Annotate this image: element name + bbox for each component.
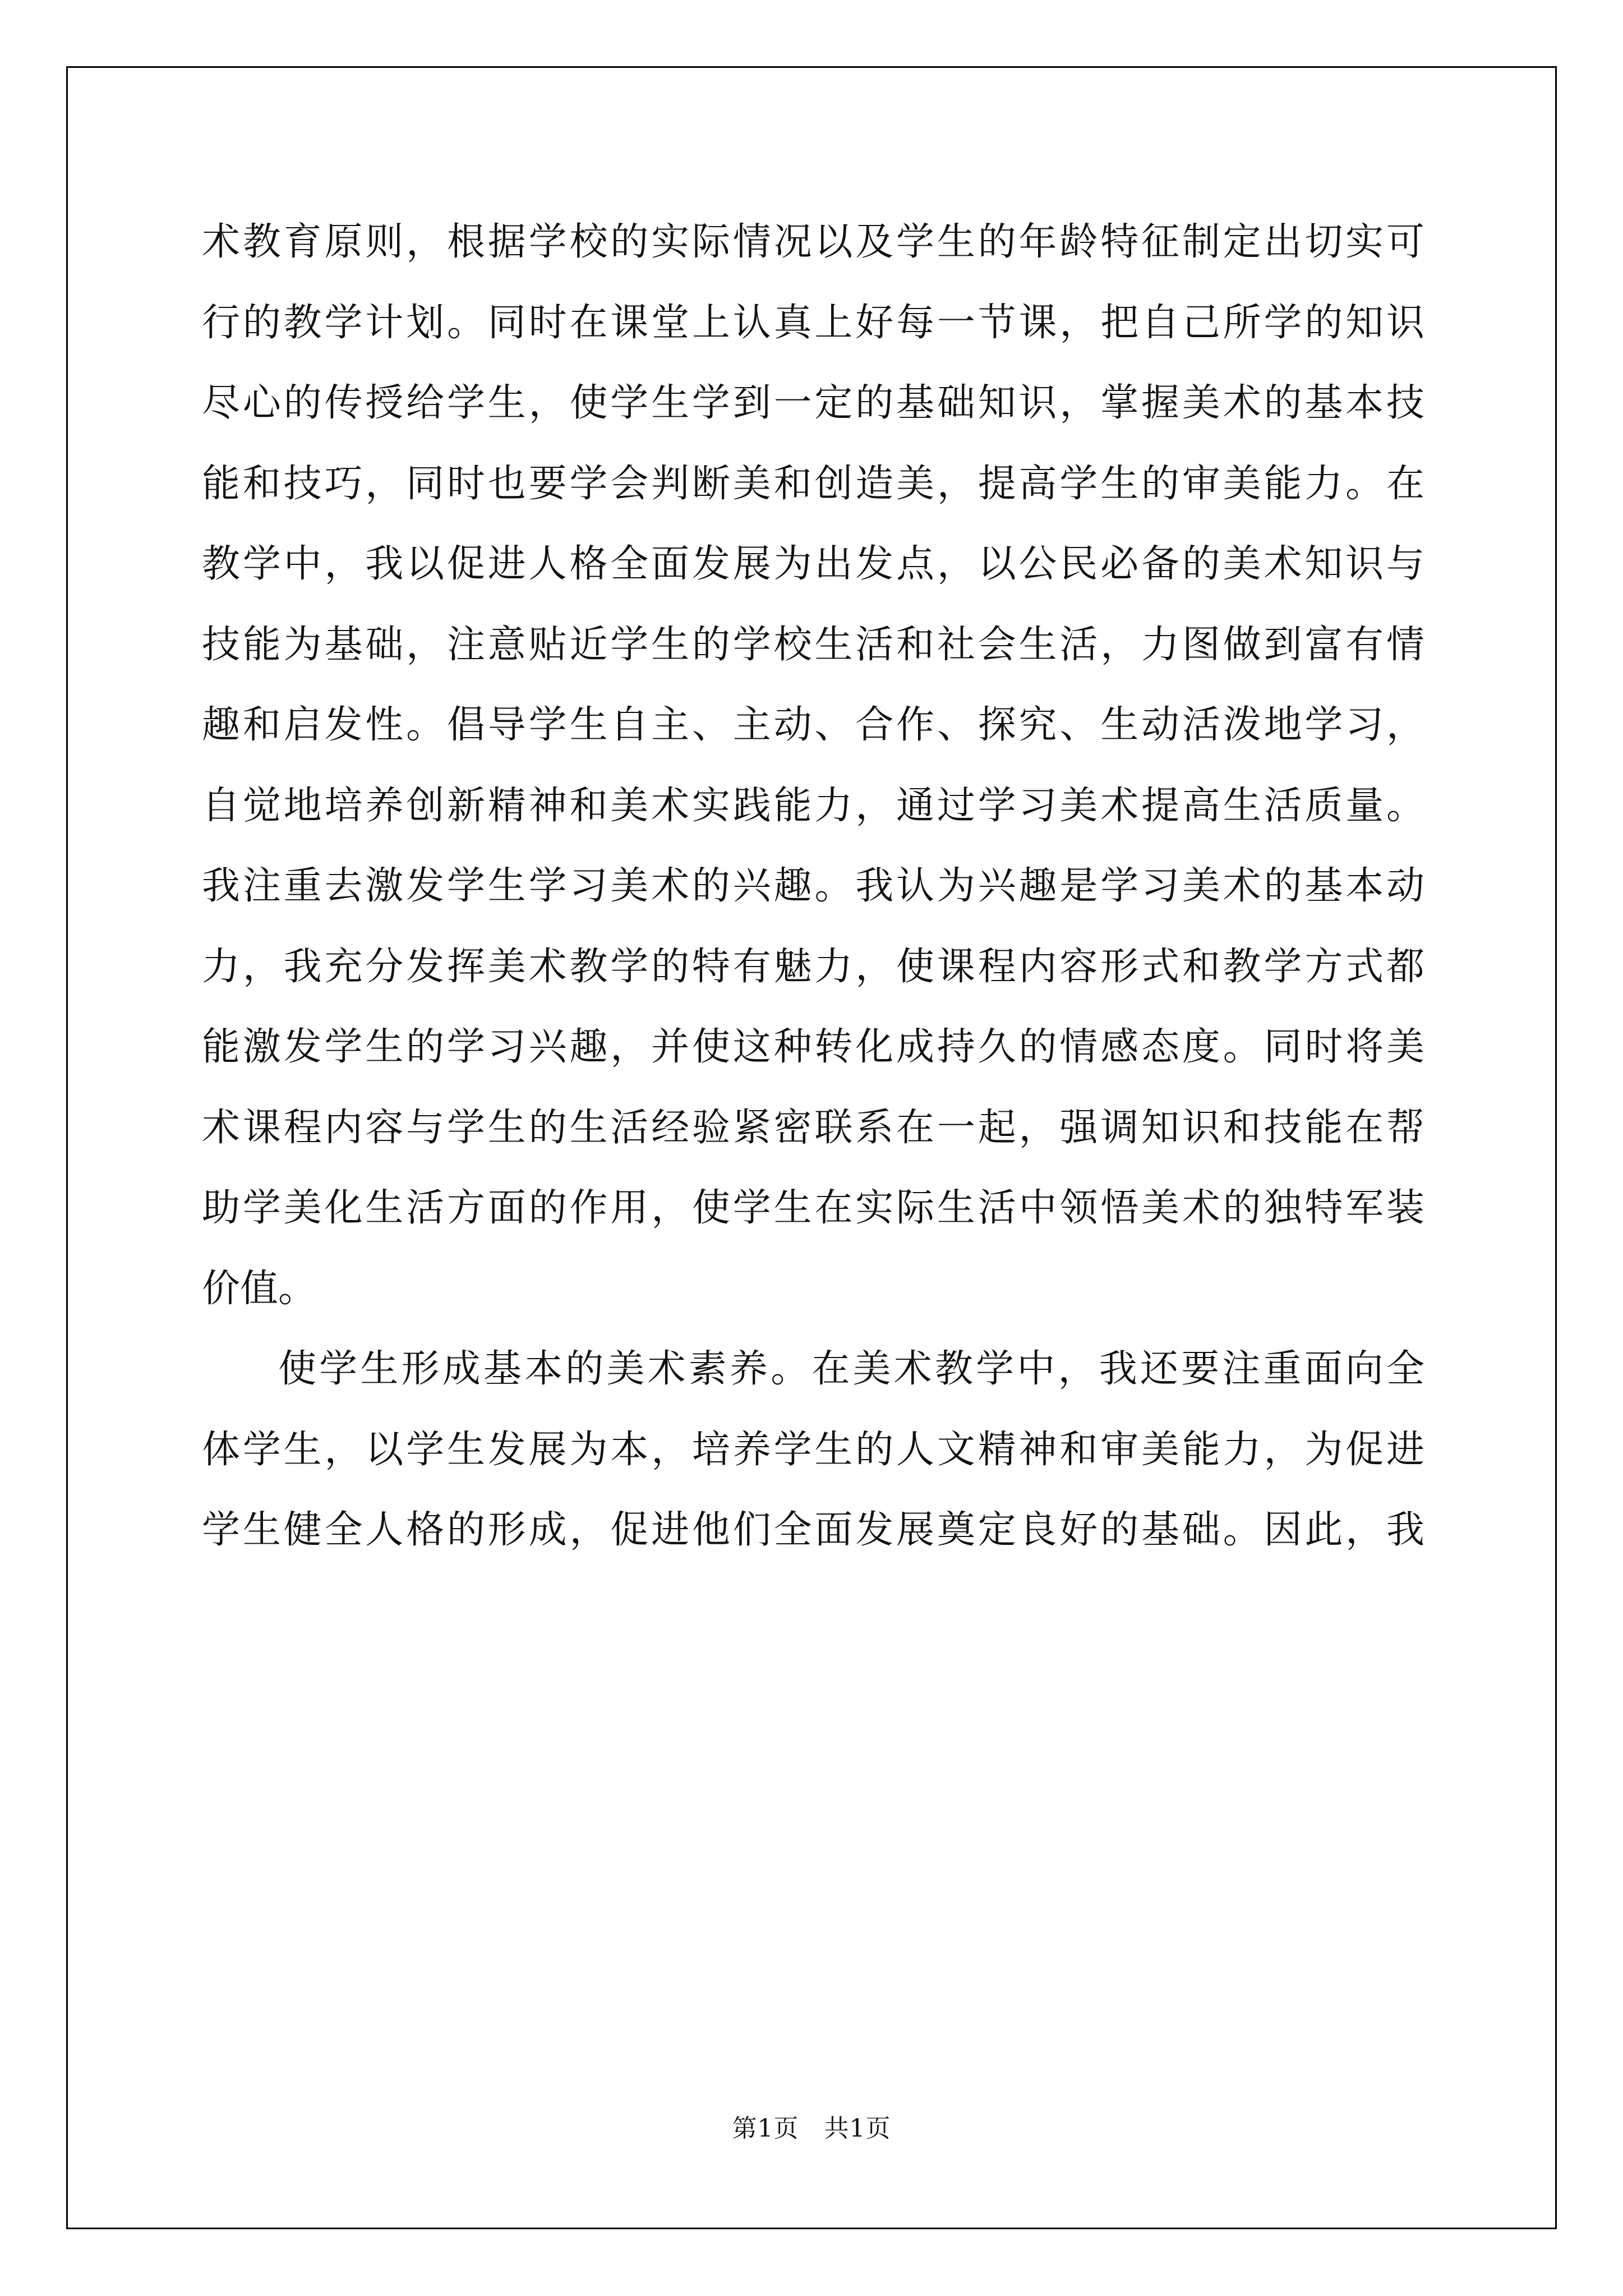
text-line: 能和技巧，同时也要学会判断美和创造美，提高学生的审美能力。在 bbox=[202, 461, 1424, 506]
paragraph-1 bbox=[202, 202, 1424, 1329]
text-line: 学生健全人格的形成，促进他们全面发展奠定良好的基础。因此，我 bbox=[202, 1508, 1424, 1552]
text-line: 自觉地培养创新精神和美术实践能力，通过学习美术提高生活质量。 bbox=[202, 783, 1424, 828]
text-line: 我注重去激发学生学习美术的兴趣。我认为兴趣是学习美术的基本动 bbox=[202, 864, 1424, 908]
page-total: 共1页 bbox=[824, 2114, 891, 2143]
text-line: 教学中，我以促进人格全面发展为出发点，以公民必备的美术知识与 bbox=[202, 542, 1424, 586]
text-line: 趣和启发性。倡导学生自主、主动、合作、探究、生动活泼地学习， bbox=[202, 703, 1424, 747]
text-line: 力，我充分发挥美术教学的特有魅力，使课程内容形式和教学方式都 bbox=[202, 944, 1424, 989]
text-line: 尽心的传授给学生，使学生学到一定的基础知识，掌握美术的基本技 bbox=[202, 381, 1424, 425]
text-line: 使学生形成基本的美术素养。在美术教学中，我还要注重面向全 bbox=[278, 1347, 1424, 1391]
text-line: 助学美化生活方面的作用，使学生在实际生活中领悟美术的独特军装 bbox=[202, 1186, 1424, 1230]
text-line: 能激发学生的学习兴趣，并使这种转化成持久的情感态度。同时将美 bbox=[202, 1025, 1424, 1069]
text-line: 术教育原则，根据学校的实际情况以及学生的年龄特征制定出切实可 bbox=[202, 220, 1424, 264]
text-line: 技能为基础，注意贴近学生的学校生活和社会生活，力图做到富有情 bbox=[202, 622, 1424, 667]
paragraph-2 bbox=[202, 1329, 1424, 1571]
text-line: 价值。 bbox=[202, 1266, 317, 1311]
text-line: 术课程内容与学生的生活经验紧密联系在一起，强调知识和技能在帮 bbox=[202, 1105, 1424, 1150]
text-line: 行的教学计划。同时在课堂上认真上好每一节课，把自己所学的知识 bbox=[202, 300, 1424, 345]
text-line: 体学生，以学生发展为本，培养学生的人文精神和审美能力，为促进 bbox=[202, 1427, 1424, 1472]
document-body bbox=[202, 202, 1424, 1571]
page-number: 第1页 bbox=[732, 2114, 799, 2143]
page-footer bbox=[0, 2108, 1623, 2144]
